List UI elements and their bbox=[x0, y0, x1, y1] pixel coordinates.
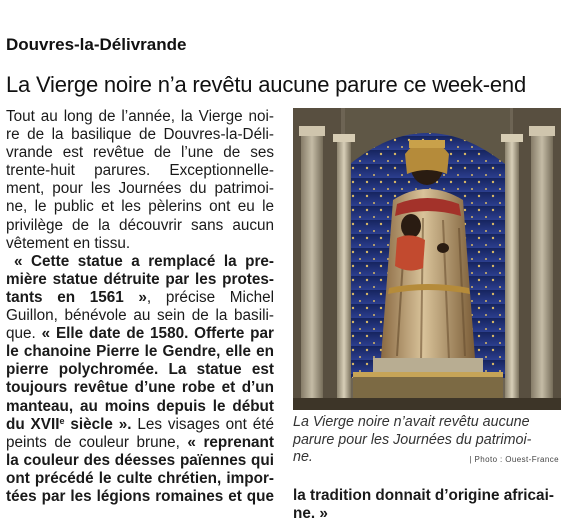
body-line: ne. » bbox=[293, 505, 328, 523]
location-rubric: Douvres-la-Délivrande bbox=[6, 35, 187, 54]
quote-line: pierre polychromée. La statue est bbox=[6, 361, 274, 379]
body-line: ne, le public et les pèlerins ont eu le bbox=[6, 198, 274, 216]
quote-line: manteau, au moins depuis le début bbox=[6, 397, 274, 415]
body-line-mixed bbox=[6, 325, 274, 343]
article-body-left-column bbox=[6, 108, 274, 506]
body-fragment: Les visages ont été bbox=[131, 415, 274, 433]
quote-fragment: du XVII bbox=[6, 415, 60, 433]
caption-line: ne. bbox=[293, 449, 313, 465]
body-line: Tout au long de l’année, la Vierge noi- bbox=[6, 108, 274, 125]
body-fragment: que. bbox=[6, 325, 42, 343]
caption-line: La Vierge noire n’avait revêtu aucune bbox=[293, 414, 530, 430]
caption-line: parure pour les Journées du patrimoi- bbox=[293, 431, 532, 448]
quote-line: le chanoine Pierre le Gendre, elle en bbox=[6, 343, 274, 361]
body-line: vêtement en tissu. bbox=[6, 234, 131, 252]
body-line-mixed bbox=[6, 416, 274, 434]
photo-credit: | Photo : Ouest-France bbox=[469, 455, 559, 464]
quote-line: la couleur des déesses païennes qui bbox=[6, 451, 274, 469]
quote-line: tées par les légions romaines et que bbox=[6, 487, 274, 505]
body-line: privilège de la découvrir sans aucun bbox=[6, 216, 274, 234]
century-superscript: e bbox=[59, 415, 65, 426]
black-virgin-statue-photo bbox=[293, 108, 561, 410]
article-headline: La Vierge noire n’a revêtu aucune parure ce week-end bbox=[6, 72, 526, 97]
quote-line: « Cette statue a remplacé la pre- bbox=[14, 252, 274, 270]
body-fragment: , précise Michel bbox=[146, 288, 274, 306]
article-body-right-column bbox=[293, 487, 561, 523]
quote-fragment: tants en 1561 » bbox=[6, 288, 147, 306]
quote-line: mière statue détruite par les protes- bbox=[6, 270, 274, 288]
body-line-mixed bbox=[6, 434, 274, 452]
body-line bbox=[6, 289, 274, 307]
body-line: la tradition donnait d’origine africai- bbox=[293, 487, 554, 504]
quote-fragment: « reprenant bbox=[187, 433, 274, 451]
body-line: trente-huit parures. Exceptionnelle- bbox=[6, 162, 274, 180]
body-line: re de la basilique de Douvres-la-Déli- bbox=[6, 126, 274, 144]
quote-line: ont précédé le culte chrétien, impor- bbox=[6, 469, 274, 487]
body-line: Guillon, bénévole au sein de la basili- bbox=[6, 307, 274, 325]
statue-illustration bbox=[293, 108, 561, 410]
quote-fragment: « Elle date de 1580. Offerte par bbox=[41, 325, 274, 343]
quote-fragment: siècle ». bbox=[64, 415, 132, 433]
quote-line: toujours revêtue d’une robe et d’un bbox=[6, 379, 274, 397]
body-fragment: peints de couleur brune, bbox=[6, 433, 188, 451]
body-line: vrande est revêtue de l’une de ses bbox=[6, 144, 274, 162]
body-line: ment, pour les Journées du patrimoi- bbox=[6, 180, 274, 198]
